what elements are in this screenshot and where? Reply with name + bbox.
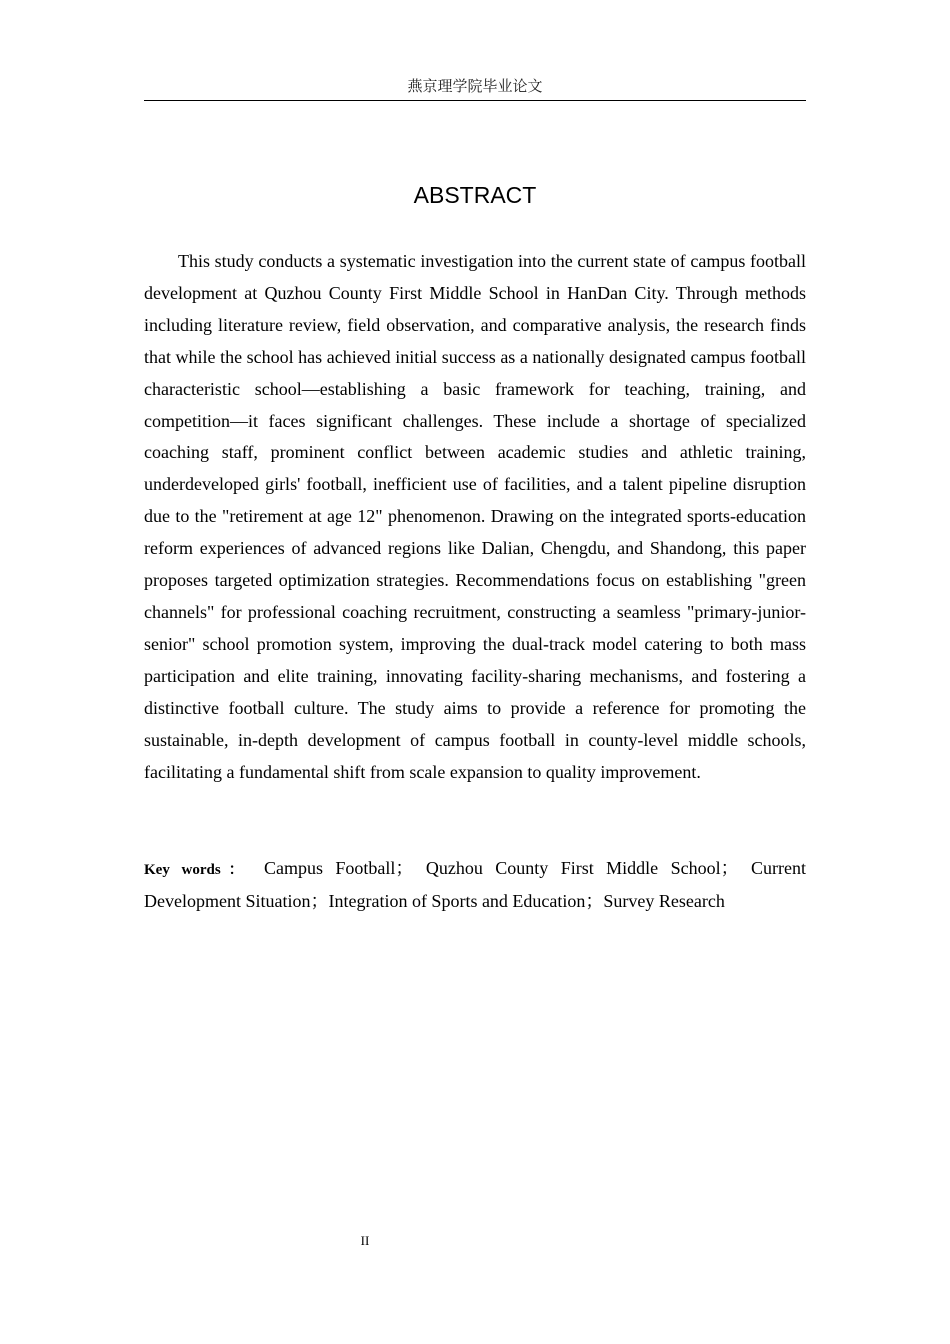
keywords-text: Campus Football； Quzhou County First Middle School； Current Development Situation；Integration of Sports and Education；Survey Research <box>144 858 806 911</box>
page-number: II <box>360 1233 370 1248</box>
header-rule <box>144 100 806 101</box>
abstract-body: This study conducts a systematic investigation into the current state of campus football development at Quzhou County First Middle School in HanDan City. Through methods including literature review, field observation, and comparative analysis, the research finds that while the school has achieved initial success as a nationally designated campus football characteristic school—establishing a basic framework for teaching, training, and competition—it faces significant challenges. These include a shortage of specialized coaching staff, prominent conflict between academic studies and athletic training, underdeveloped girls' football, inefficient use of facilities, and a talent pipeline disruption due to the "retirement at age 12" phenomenon. Drawing on the integrated sports-education reform experiences of advanced regions like Dalian, Chengdu, and Shandong, this paper proposes targeted optimization strategies. Recommendations focus on establishing "green channels" for professional coaching recruitment, constructing a seamless "primary-junior-senior" school promotion system, improving the dual-track model catering to both mass participation and elite training, innovating facility-sharing mechanisms, and fostering a distinctive football culture. The study aims to provide a reference for promoting the sustainable, in-depth development of campus football in county-level middle schools, facilitating a fundamental shift from scale expansion to quality improvement. <box>144 251 806 782</box>
running-header: 燕京理学院毕业论文 <box>407 77 543 95</box>
abstract-heading: ABSTRACT <box>413 182 537 208</box>
keywords-paragraph <box>144 853 806 917</box>
keywords-label: Key words： <box>144 862 252 878</box>
